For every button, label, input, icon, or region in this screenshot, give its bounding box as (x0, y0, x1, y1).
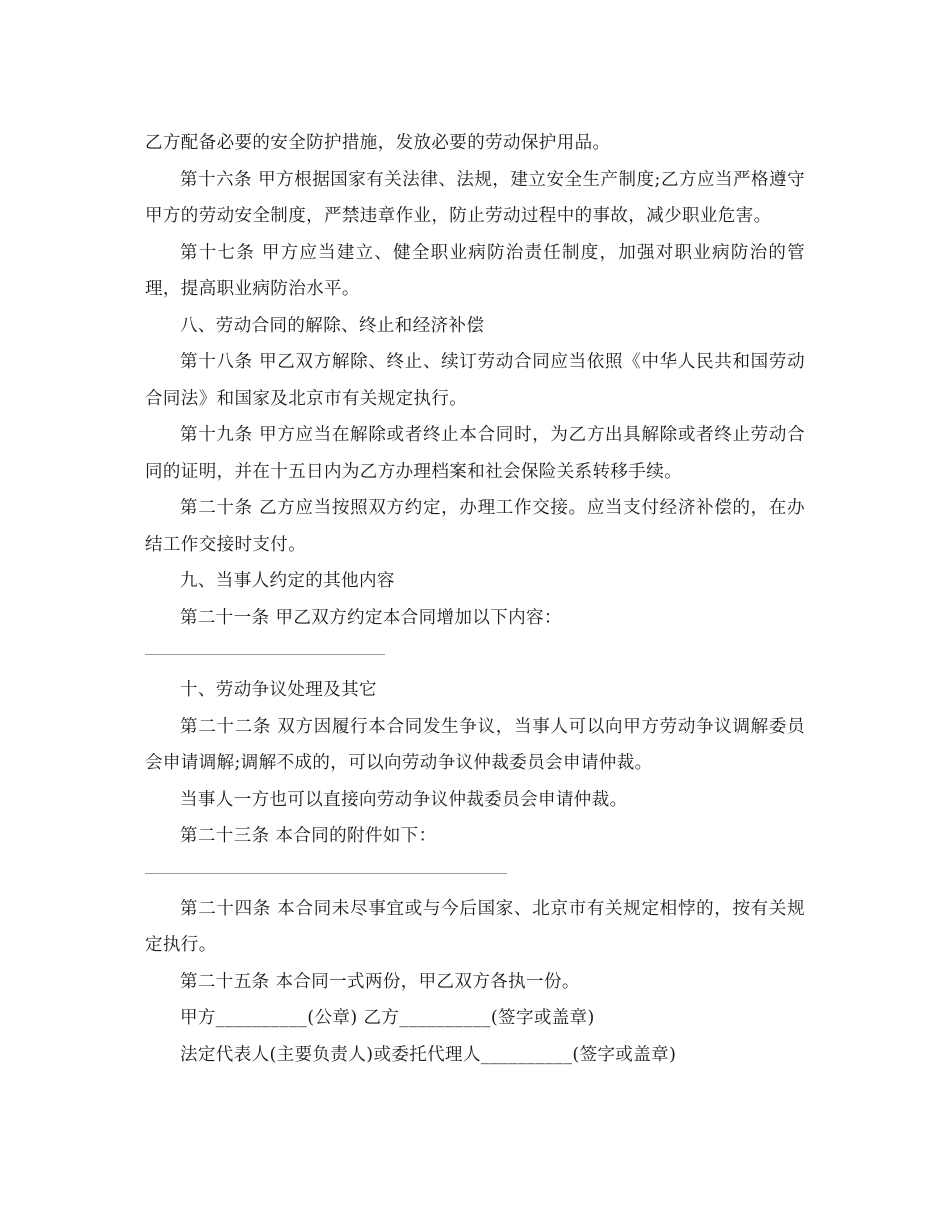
article-25: 第二十五条 本合同一式两份，甲乙双方各执一份。 (180, 971, 580, 992)
article-20: 第二十条 乙方应当按照双方约定，办理工作交接。应当支付经济补偿的，在办结工作交接时支付。 (145, 498, 805, 555)
paragraph-arbitration: 当事人一方也可以直接向劳动争议仲裁委员会申请仲裁。 (180, 789, 628, 810)
article-23: 第二十三条 本合同的附件如下： (180, 826, 437, 846)
blank-line-article-23 (145, 873, 507, 874)
article-19: 第十九条 甲方应当在解除或者终止本合同时，为乙方出具解除或者终止劳动合同的证明，并在十五日内为乙方办理档案和社会保险关系转移手续。 (145, 425, 805, 482)
section-heading-termination: 八、劳动合同的解除、终止和经济补偿 (180, 315, 485, 336)
article-22: 第二十二条 双方因履行本合同发生争议，当事人可以向甲方劳动争议调解委员会申请调解;调解不成的，可以向劳动争议仲裁委员会申请仲裁。 (145, 716, 805, 773)
section-heading-disputes: 十、劳动争议处理及其它 (180, 680, 377, 700)
document-body (145, 125, 805, 1073)
article-17: 第十七条 甲方应当建立、健全职业病防治责任制度，加强对职业病防治的管理，提高职业病防治水平。 (145, 242, 805, 299)
signature-line-representative: 法定代表人(主要负责人)或委托代理人__________(签字或盖章) (180, 1044, 677, 1065)
article-16: 第十六条 甲方根据国家有关法律、法规，建立安全生产制度;乙方应当严格遵守甲方的劳动安全制度，严禁违章作业，防止劳动过程中的事故，减少职业危害。 (145, 169, 805, 226)
article-21: 第二十一条 甲乙双方约定本合同增加以下内容： (180, 607, 562, 628)
signature-line-parties: 甲方__________(公章) 乙方__________(签字或盖章) (180, 1008, 595, 1028)
article-24: 第二十四条 本合同未尽事宜或与今后国家、北京市有关规定相悖的，按有关规定执行。 (145, 898, 805, 955)
blank-line-article-21 (145, 654, 385, 655)
paragraph-safety-protection: 乙方配备必要的安全防护措施，发放必要的劳动保护用品。 (145, 133, 611, 153)
section-heading-other-terms: 九、当事人约定的其他内容 (180, 571, 395, 591)
article-18: 第十八条 甲乙双方解除、终止、续订劳动合同应当依照《中华人民共和国劳动合同法》和国家及北京市有关规定执行。 (145, 352, 805, 409)
